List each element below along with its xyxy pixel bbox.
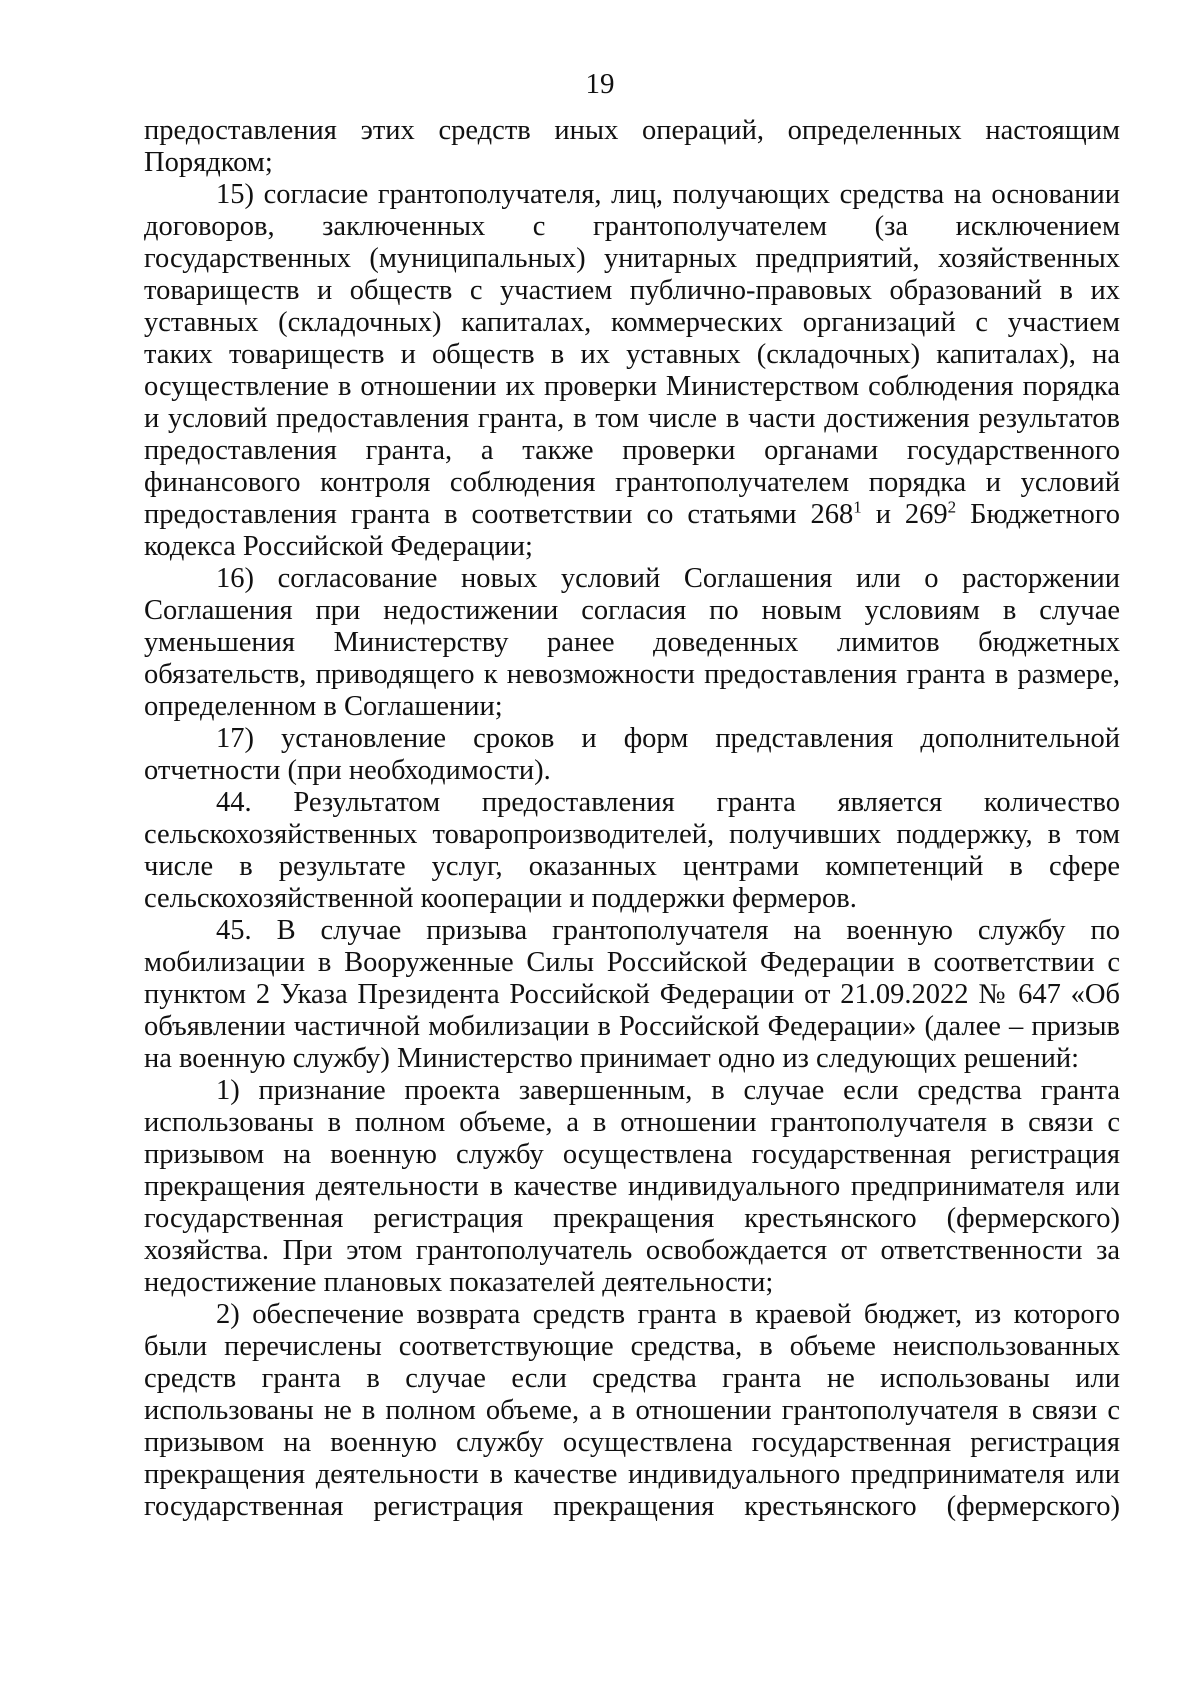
paragraph-clause-45: 45. В случае призыва грантополучателя на военную службу по мобилизации в Вооруженные Силы Российской Федерации в соответствии с пунктом 2 Указа Президента Российской Федерации от 21.09.2022 № 647 «Об объявлении частичной мобилизации в Российской Федерации» (далее – призыв на военную службу) Министерство принимает одно из следующих решений: bbox=[144, 915, 1120, 1074]
page-number: 19 bbox=[585, 68, 615, 100]
item-15-text-mid: и 269 bbox=[861, 499, 948, 530]
paragraph-clause-44: 44. Результатом предоставления гранта является количество сельскохозяйственных товаропроизводителей, получивших поддержку, в том числе в результате услуг, оказанных центрами компетенций в сфере сельскохозяйственной кооперации и поддержки фермеров. bbox=[144, 787, 1120, 914]
paragraph-item-1: 1) признание проекта завершенным, в случае если средства гранта использованы в полном объеме, а в отношении грантополучателя в связи с призывом на военную службу осуществлена государственная регистрация прекращения деятельности в качестве индивидуального предпринимателя или государственная регистрация прекращения крестьянского (фермерского) хозяйства. При этом грантополучатель освобождается от ответственности за недостижение плановых показателей деятельности; bbox=[144, 1075, 1120, 1298]
superscript-268: 1 bbox=[853, 497, 862, 517]
item-15-text-end: Бюджетного кодекса Российской Федерации; bbox=[144, 499, 1120, 562]
document-body bbox=[144, 115, 1120, 1523]
paragraph-item-2: 2) обеспечение возврата средств гранта в краевой бюджет, из которого были перечислены соответствующие средства, в объеме неиспользованных средств гранта в случае если средства гранта не использованы или использованы не в полном объеме, а в отношении грантополучателя в связи с призывом на военную службу осуществлена государственная регистрация прекращения деятельности в качестве индивидуального предпринимателя или государственная регистрация прекращения крестьянского (фермерского) bbox=[144, 1299, 1120, 1522]
paragraph-item-16: 16) согласование новых условий Соглашения или о расторжении Соглашения при недостижении согласия по новым условиям в случае уменьшения Министерству ранее доведенных лимитов бюджетных обязательств, приводящего к невозможности предоставления гранта в размере, определенном в Соглашении; bbox=[144, 563, 1120, 722]
superscript-269: 2 bbox=[947, 497, 957, 517]
paragraph-continuation: предоставления этих средств иных операций, определенных настоящим Порядком; bbox=[144, 115, 1120, 178]
paragraph-item-15 bbox=[144, 179, 1120, 563]
item-15-text: 15) согласие грантополучателя, лиц, получающих средства на основании договоров, заключенных с грантополучателем (за исключением государственных (муниципальных) унитарных предприятий, хозяйственных товариществ и обществ с участием публично-правовых образований в их уставных (складочных) капиталах, коммерческих организаций с участием таких товариществ и обществ в их уставных (складочных) капиталах), на осуществление в отношении их проверки Министерством соблюдения порядка и условий предоставления гранта, в том числе в части достижения результатов предоставления гранта, а также проверки органами государственного финансового контроля соблюдения грантополучателем порядка и условий предоставления гранта в соответствии со статьями 268 bbox=[144, 179, 1120, 530]
paragraph-item-17: 17) установление сроков и форм представления дополнительной отчетности (при необходимости). bbox=[144, 723, 1120, 786]
